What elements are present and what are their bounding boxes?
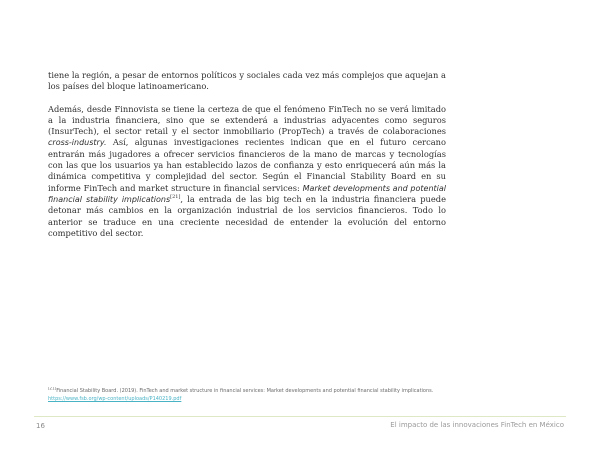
paragraph-2	[48, 104, 446, 240]
paragraph-2-italic-cross-industry: cross-industry.	[48, 138, 107, 148]
footnote-link[interactable]: https://www.fsb.org/wp-content/uploads/P140219.pdf	[48, 396, 182, 402]
footnote-citation	[48, 387, 468, 395]
paragraph-2-text-b: Así, algunas investigaciones recientes indican que en el futuro cercano entrarán más jugadores a ofrecer servicios financieros de la mano de marcas y tecnologías con las que los usuarios ya han establecido lazos de confianza y esto enriquecerá aún más la dinámica competitiva y complejidad del sector. Según el Financial Stability Board en su informe FinTech and market structure in financial services:	[48, 137, 446, 193]
running-title: El impacto de las innovaciones FinTech en México	[390, 421, 564, 429]
paragraph-2-text-a: Además, desde Finnovista se tiene la certeza de que el fenómeno FinTech no se verá limitado a la industria financiera, sino que se extenderá a industrias adyacentes como seguros (InsurTech), el sector retail y el sector inmobiliario (PropTech) a través de colaboraciones	[48, 103, 446, 137]
footer-divider	[34, 416, 566, 417]
paragraph-2-text-c: , la entrada de las big tech en la industria financiera puede detonar más cambios en la organización industrial de los servicios financieros. Todo lo anterior se traduce en una creciente necesidad de entender la evolución del entorno competitivo del sector.	[48, 193, 446, 238]
footnote-reference[interactable]: [21]	[170, 194, 181, 201]
footnote-text: Financial Stability Board. (2019). FinTech and market structure in financial services: Market developments and potential financial stability implications.	[56, 388, 434, 394]
page-number: 16	[36, 422, 45, 430]
paragraph-2-italic-report-title: Market developments and potential financial stability implications	[48, 183, 447, 204]
body-text	[48, 70, 446, 239]
footnote-marker: [21]	[48, 387, 57, 391]
paragraph-1: tiene la región, a pesar de entornos políticos y sociales cada vez más complejos que aquejan a los países del bloque latinoamericano.	[48, 70, 446, 92]
footnote	[48, 387, 468, 403]
